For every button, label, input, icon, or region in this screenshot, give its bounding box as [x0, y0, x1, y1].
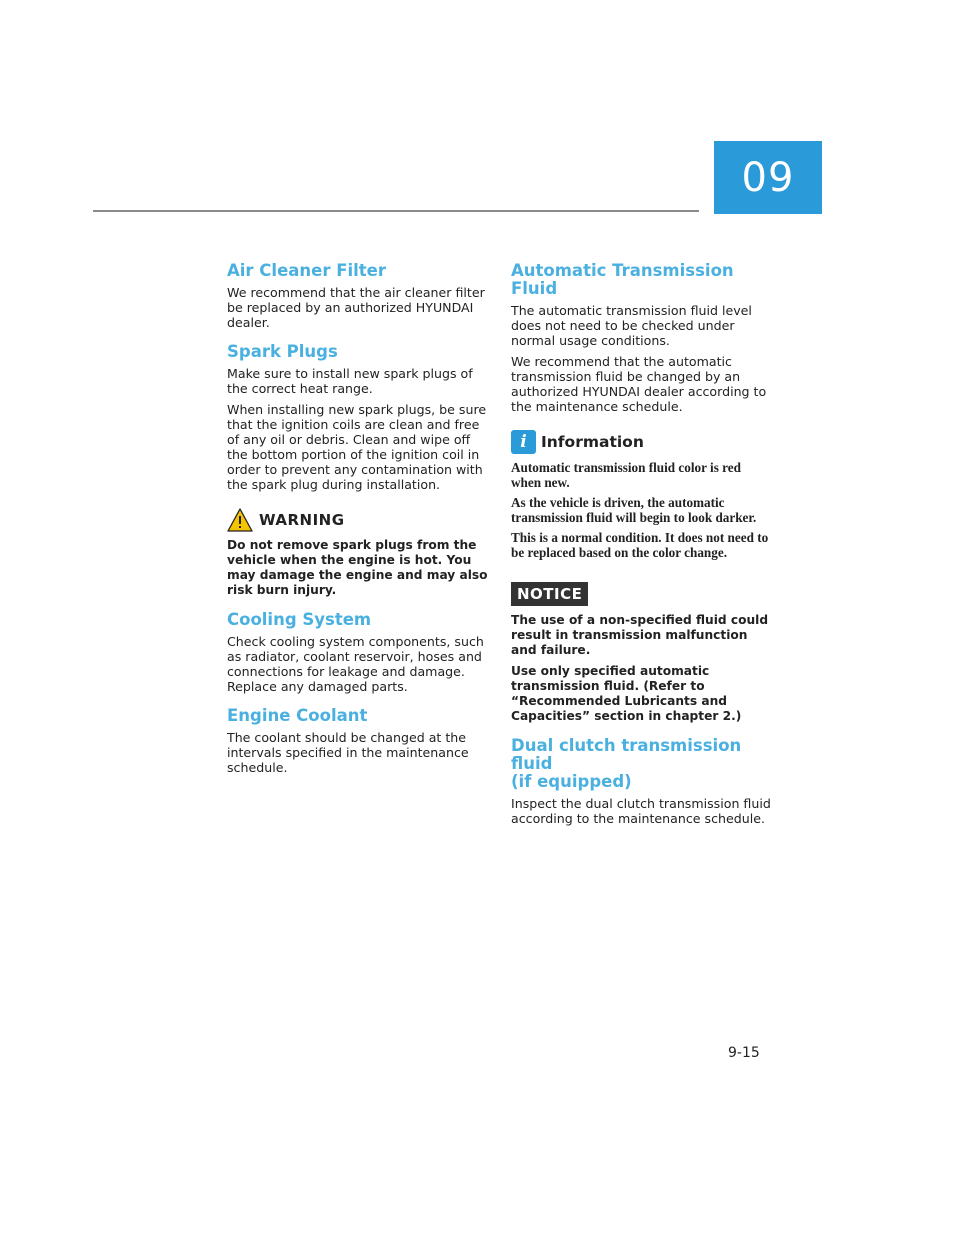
air-cleaner-heading: Air Cleaner Filter: [227, 261, 387, 280]
page-number: 9-15: [728, 1045, 760, 1061]
atf-text-2: We recommend that the automatic transmission fluid be changed by an authorized HYUNDAI dealer according to the maintenance schedule.: [511, 354, 767, 414]
warning-triangle-icon: [227, 508, 253, 532]
dct-heading: [511, 737, 773, 791]
info-icon: i: [511, 430, 536, 454]
dct-heading-line2: (if equipped): [511, 772, 632, 791]
cooling-system-heading: Cooling System: [227, 610, 372, 629]
spark-plugs-text-1: Make sure to install new spark plugs of the correct heat range.: [227, 366, 473, 396]
information-header: [511, 430, 773, 454]
left-column: [227, 262, 489, 781]
air-cleaner-text: We recommend that the air cleaner filter be replaced by an authorized HYUNDAI dealer.: [227, 285, 485, 330]
warning-header: [227, 508, 489, 532]
info-text-3: This is a normal condition. It does not need to be replaced based on the color change.: [511, 530, 769, 560]
engine-coolant-heading: Engine Coolant: [227, 706, 368, 725]
spark-plugs-heading: Spark Plugs: [227, 342, 338, 361]
warning-label: WARNING: [259, 511, 345, 529]
header-rule: [93, 210, 699, 212]
atf-heading: Automatic Transmission Fluid: [511, 261, 734, 298]
dct-text: Inspect the dual clutch transmission fluid according to the maintenance schedule.: [511, 796, 771, 826]
info-text-2: As the vehicle is driven, the automatic transmission fluid will begin to look darker.: [511, 495, 757, 525]
notice-label: NOTICE: [511, 582, 588, 606]
dct-heading-line1: Dual clutch transmission fluid: [511, 736, 742, 773]
spark-plugs-text-2: When installing new spark plugs, be sure that the ignition coils are clean and free of any oil or debris. Clean and wipe off the bottom portion of the ignition coil in order to prevent any contamination with the spark plug during installation.: [227, 402, 487, 492]
information-label: Information: [541, 433, 644, 451]
cooling-system-text: Check cooling system components, such as radiator, coolant reservoir, hoses and connections for leakage and damage. Replace any damaged parts.: [227, 634, 484, 694]
atf-text-1: The automatic transmission fluid level does not need to be checked under normal usage conditions.: [511, 303, 752, 348]
engine-coolant-text: The coolant should be changed at the intervals specified in the maintenance schedule.: [227, 730, 469, 775]
notice-text-2: Use only specified automatic transmission fluid. (Refer to “Recommended Lubricants and Capacities” section in chapter 2.): [511, 664, 742, 723]
info-text-1: Automatic transmission fluid color is red when new.: [511, 460, 741, 490]
chapter-tab: 09: [714, 141, 822, 214]
warning-text: Do not remove spark plugs from the vehicle when the engine is hot. You may damage the engine and may also risk burn injury.: [227, 538, 488, 597]
notice-text-1: The use of a non-specified fluid could result in transmission malfunction and failure.: [511, 613, 769, 657]
right-column: [511, 262, 773, 832]
